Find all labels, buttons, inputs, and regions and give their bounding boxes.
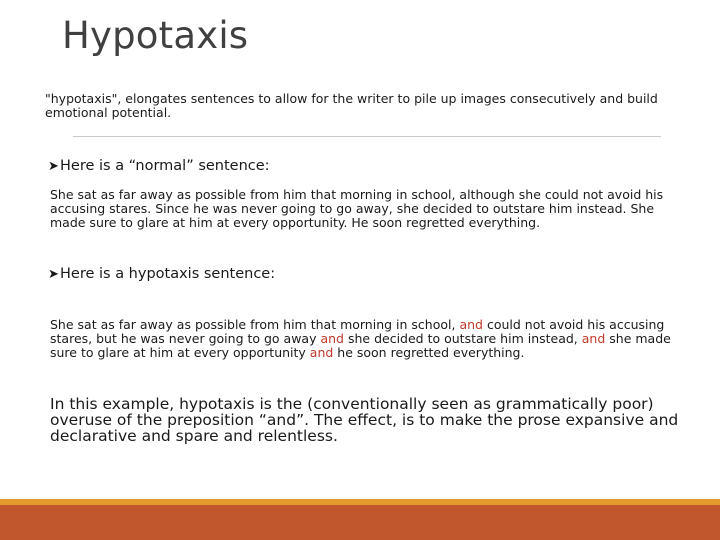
highlighted-and: and (320, 331, 344, 346)
slide-title: Hypotaxis (62, 14, 249, 57)
highlighted-and: and (309, 345, 334, 360)
sentence-segment: he soon regretted everything. (333, 345, 525, 360)
bullet-normal-label: Here is a “normal” sentence: (60, 158, 270, 174)
arrow-bullet-icon: ➤ (48, 159, 59, 174)
bullet-hypotaxis-label: Here is a hypotaxis sentence: (60, 266, 276, 282)
hypotaxis-sentence (50, 318, 675, 360)
highlighted-and: and (459, 317, 483, 332)
divider (73, 136, 661, 137)
highlighted-and: and (581, 331, 606, 346)
arrow-bullet-icon: ➤ (48, 267, 59, 282)
explanation-text: In this example, hypotaxis is the (conventionally seen as grammatically poor) overuse of the preposition “and”. The effect, is to make the prose expansive and declarative and spare and relentless. (50, 395, 679, 445)
sentence-segment: she decided to outstare him instead, (344, 331, 582, 346)
sentence-segment: she made sure to glare at him at every opportunity (50, 331, 671, 360)
footer-band (0, 505, 720, 540)
intro-text: "hypotaxis", elongates sentences to allow for the writer to pile up images consecutively and build emotional potential. (45, 91, 658, 120)
sentence-segment: could not avoid his accusing stares, but he was never going to go away (50, 317, 665, 346)
sentence-segment: She sat as far away as possible from him that morning in school, (50, 317, 460, 332)
normal-sentence: She sat as far away as possible from him that morning in school, although she could not avoid his accusing stares. Since he was never going to go away, she decided to outstare him instead. She made sure to glare at him at every opportunity. He soon regretted everything. (50, 187, 664, 230)
bullet-normal (48, 157, 270, 176)
bullet-hypotaxis (48, 265, 275, 284)
